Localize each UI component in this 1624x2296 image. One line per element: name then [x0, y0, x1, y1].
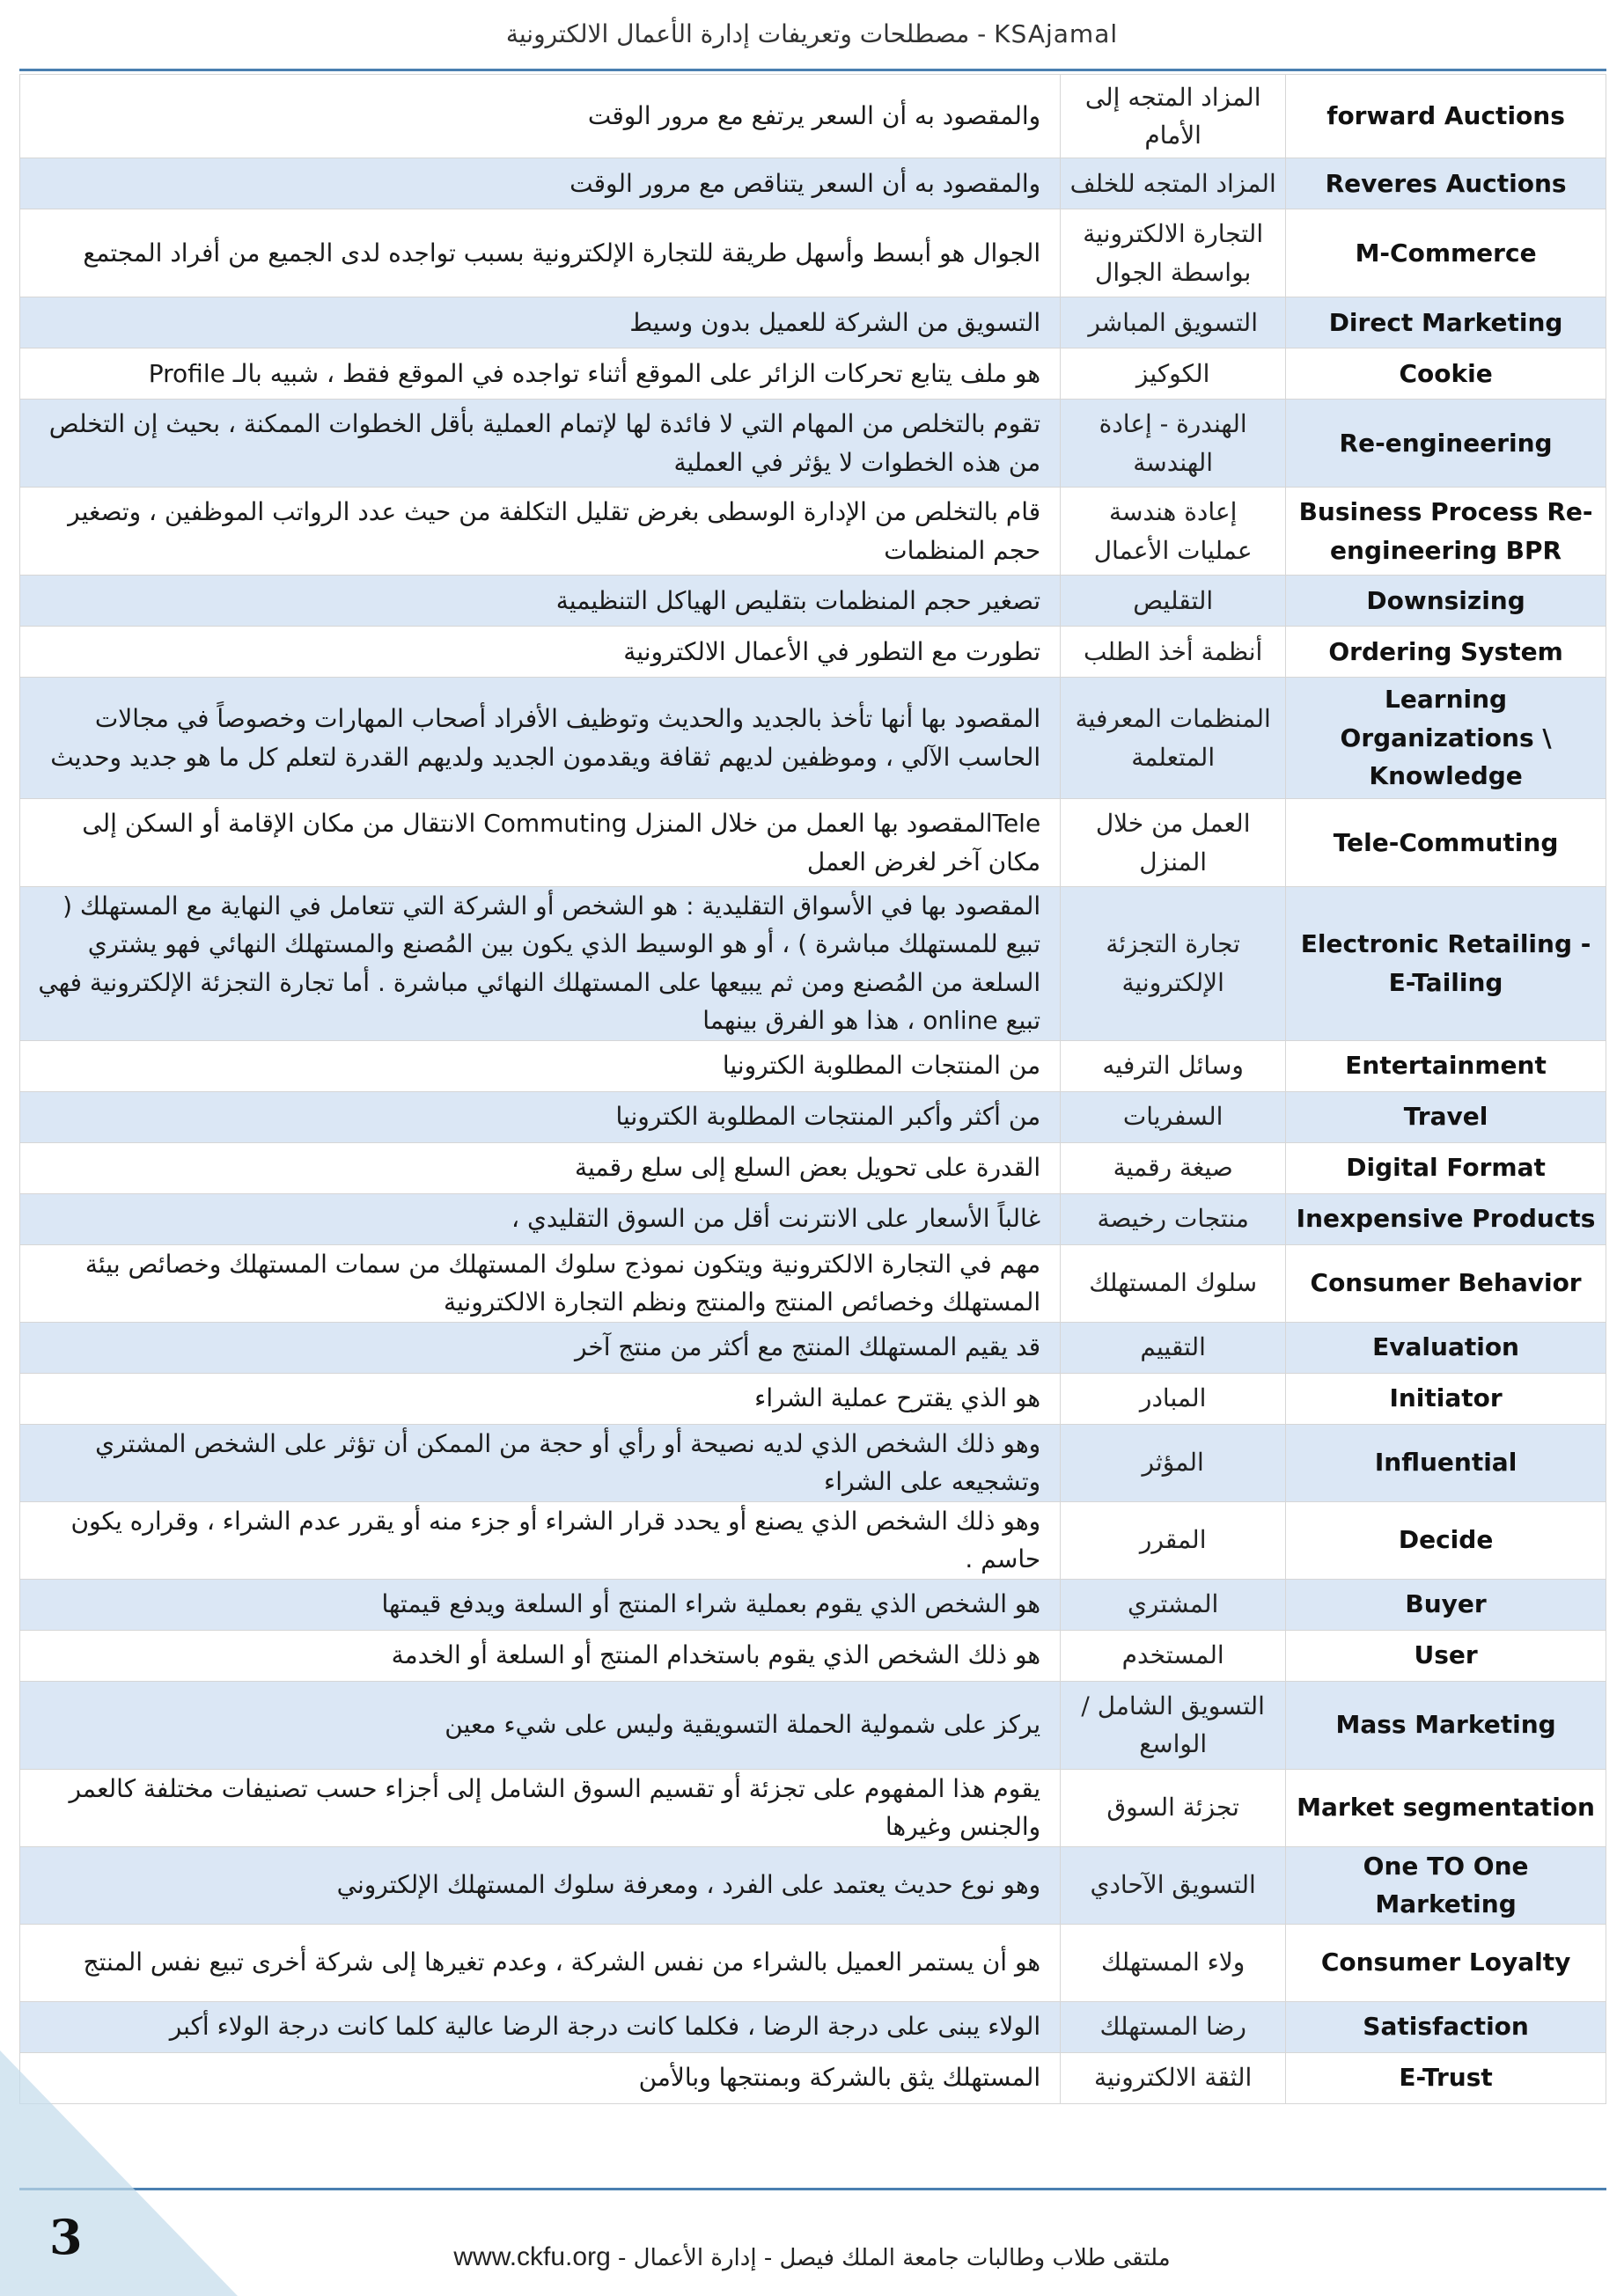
glossary-row: [20, 1630, 1606, 1681]
arabic-term-cell: رضا المستهلك: [1061, 2001, 1286, 2052]
definition-cell: مهم في التجارة الالكترونية ويتكون نموذج سلوك المستهلك من سمات المستهلك وخصائص بيئة المستهلك وخصائص المنتج والمنتج ونظم التجارة الالكترونية: [20, 1244, 1061, 1322]
glossary-row: [20, 1322, 1606, 1373]
english-term-cell: Business Process Re-engineering BPR: [1286, 488, 1606, 576]
english-term-cell: Entertainment: [1286, 1040, 1606, 1091]
definition-cell: القدرة على تحويل بعض السلع إلى سلع رقمية: [20, 1142, 1061, 1193]
arabic-term-cell: أنظمة أخذ الطلب: [1061, 627, 1286, 678]
definition-cell: هو الذي يقترح عملية الشراء: [20, 1373, 1061, 1424]
footer-site-link[interactable]: www.ckfu.org: [453, 2242, 611, 2271]
english-term-cell: Initiator: [1286, 1373, 1606, 1424]
english-term-cell: Consumer Loyalty: [1286, 1924, 1606, 2001]
english-term-cell: Consumer Behavior: [1286, 1244, 1606, 1322]
arabic-term-cell: الكوكيز: [1061, 348, 1286, 400]
arabic-term-cell: التسويق الآحادي: [1061, 1846, 1286, 1924]
page-number: 3: [49, 2209, 83, 2265]
english-term-cell: Travel: [1286, 1091, 1606, 1142]
glossary-row: [20, 2052, 1606, 2103]
arabic-term-cell: المزاد المتجه إلى الأمام: [1061, 75, 1286, 158]
arabic-term-cell: المؤثر: [1061, 1424, 1286, 1501]
definition-cell: قام بالتخلص من الإدارة الوسطى بغرض تقليل التكلفة من حيث عدد الرواتب الموظفين ، وتصغير حجم المنظمات: [20, 488, 1061, 576]
glossary-row: [20, 1091, 1606, 1142]
english-term-cell: Direct Marketing: [1286, 297, 1606, 348]
english-term-cell: Tele-Commuting: [1286, 799, 1606, 887]
english-term-cell: Reveres Auctions: [1286, 158, 1606, 209]
english-term-cell: Decide: [1286, 1501, 1606, 1579]
definition-cell: تقوم بالتخلص من المهام التي لا فائدة لها لإتمام العملية بأقل الخطوات الممكنة ، بحيث إن التخلص من هذه الخطوات لا يؤثر في العملية: [20, 400, 1061, 488]
glossary-row: [20, 1424, 1606, 1501]
glossary-row: [20, 1769, 1606, 1846]
arabic-term-cell: تجزئة السوق: [1061, 1769, 1286, 1846]
definition-cell: من المنتجات المطلوبة الكترونيا: [20, 1040, 1061, 1091]
header-divider: [19, 69, 1606, 71]
glossary-row: [20, 678, 1606, 799]
glossary-row: [20, 1681, 1606, 1769]
english-term-cell: forward Auctions: [1286, 75, 1606, 158]
english-term-cell: Buyer: [1286, 1579, 1606, 1630]
glossary-row: [20, 627, 1606, 678]
definition-cell: المقصود بها أنها تأخذ بالجديد والحديث وتوظيف الأفراد أصحاب المهارات وخصوصاً في مجالات الحاسب الآلي ، وموظفين لديهم ثقافة ويقدمون الجديد ولديهم القدرة لتعلم كل ما هو جديد وحديث: [20, 678, 1061, 799]
arabic-term-cell: الثقة الالكترونية: [1061, 2052, 1286, 2103]
definition-cell: غالباً الأسعار على الانترنت أقل من السوق التقليدي ،: [20, 1193, 1061, 1244]
glossary-row: [20, 1373, 1606, 1424]
glossary-row: [20, 576, 1606, 627]
definition-cell: Teleالمقصود بها العمل من خلال المنزل Commuting الانتقال من مكان الإقامة أو السكن إلى مكان آخر لغرض العمل: [20, 799, 1061, 887]
arabic-term-cell: سلوك المستهلك: [1061, 1244, 1286, 1322]
arabic-term-cell: المزاد المتجه للخلف: [1061, 158, 1286, 209]
arabic-term-cell: منتجات رخيصة: [1061, 1193, 1286, 1244]
english-term-cell: E-Trust: [1286, 2052, 1606, 2103]
english-term-cell: Digital Format: [1286, 1142, 1606, 1193]
english-term-cell: Electronic Retailing - E-Tailing: [1286, 887, 1606, 1041]
glossary-row: [20, 1846, 1606, 1924]
glossary-row: [20, 1193, 1606, 1244]
english-term-cell: Evaluation: [1286, 1322, 1606, 1373]
definition-cell: تصغير حجم المنظمات بتقليص الهياكل التنظيمية: [20, 576, 1061, 627]
glossary-row: [20, 799, 1606, 887]
arabic-term-cell: التسويق الشامل / الواسع: [1061, 1681, 1286, 1769]
arabic-term-cell: التقليص: [1061, 576, 1286, 627]
definition-cell: المقصود بها في الأسواق التقليدية : هو الشخص أو الشركة التي تتعامل في النهاية مع المستهلك ( تبيع للمستهلك مباشرة ) ، أو هو الوسيط الذي يكون بين المُصنع والمستهلك النهائي فهو يشتري السلعة من المُصنع ومن ثم يبيعها على المستهلك النهائي مباشرة . أما تجارة التجزئة الإلكترونية فهي تبيع online ، هذا هو الفرق بينهما: [20, 887, 1061, 1041]
definition-cell: والمقصود به أن السعر يتناقص مع مرور الوقت: [20, 158, 1061, 209]
glossary-row: [20, 209, 1606, 297]
definition-cell: وهو ذلك الشخص الذي لديه نصيحة أو رأي أو حجة من الممكن أن تؤثر على الشخص المشتري وتشجيعه على الشراء: [20, 1424, 1061, 1501]
arabic-term-cell: المقرر: [1061, 1501, 1286, 1579]
english-term-cell: User: [1286, 1630, 1606, 1681]
glossary-row: [20, 1579, 1606, 1630]
arabic-term-cell: الهندرة - إعادة الهندسة: [1061, 400, 1286, 488]
footer-divider: [19, 2188, 1606, 2190]
definition-cell: وهو ذلك الشخص الذي يصنع أو يحدد قرار الشراء أو جزء منه أو يقرر عدم الشراء ، وقراره يكون حاسم .: [20, 1501, 1061, 1579]
english-term-cell: Learning Organizations \ Knowledge: [1286, 678, 1606, 799]
glossary-table-body: [20, 75, 1606, 2104]
arabic-term-cell: السفريات: [1061, 1091, 1286, 1142]
english-term-cell: Influential: [1286, 1424, 1606, 1501]
footer-caption: - ملتقى طلاب وطالبات جامعة الملك فيصل - إدارة الأعمال: [610, 2245, 1171, 2271]
glossary-row: [20, 348, 1606, 400]
arabic-term-cell: المشتري: [1061, 1579, 1286, 1630]
glossary-row: [20, 75, 1606, 158]
definition-cell: الجوال هو أبسط وأسهل طريقة للتجارة الإلكترونية بسبب تواجده لدى الجميع من أفراد المجتمع: [20, 209, 1061, 297]
definition-cell: يقوم هذا المفهوم على تجزئة أو تقسيم السوق الشامل إلى أجزاء حسب تصنيفات مختلفة كالعمر والجنس وغيرها: [20, 1769, 1061, 1846]
glossary-row: [20, 1040, 1606, 1091]
arabic-term-cell: إعادة هندسة عمليات الأعمال: [1061, 488, 1286, 576]
arabic-term-cell: المنظمات المعرفية المتعلمة: [1061, 678, 1286, 799]
definition-cell: قد يقيم المستهلك المنتج مع أكثر من منتج آخر: [20, 1322, 1061, 1373]
glossary-row: [20, 2001, 1606, 2052]
english-term-cell: Downsizing: [1286, 576, 1606, 627]
glossary-row: [20, 887, 1606, 1041]
english-term-cell: One TO One Marketing: [1286, 1846, 1606, 1924]
definition-cell: الولاء يبنى على درجة الرضا ، فكلما كانت درجة الرضا عالية كلما كانت درجة الولاء أكبر: [20, 2001, 1061, 2052]
glossary-row: [20, 1142, 1606, 1193]
arabic-term-cell: تجارة التجزئة الإلكترونية: [1061, 887, 1286, 1041]
arabic-term-cell: التسويق المباشر: [1061, 297, 1286, 348]
arabic-term-cell: وسائل الترفيه: [1061, 1040, 1286, 1091]
english-term-cell: Ordering System: [1286, 627, 1606, 678]
arabic-term-cell: العمل من خلال المنزل: [1061, 799, 1286, 887]
arabic-term-cell: ولاء المستهلك: [1061, 1924, 1286, 2001]
english-term-cell: Inexpensive Products: [1286, 1193, 1606, 1244]
glossary-row: [20, 488, 1606, 576]
arabic-term-cell: التجارة الالكترونية بواسطة الجوال: [1061, 209, 1286, 297]
glossary-row: [20, 400, 1606, 488]
glossary-table-container: [19, 74, 1606, 2104]
definition-cell: من أكثر وأكبر المنتجات المطلوبة الكترونيا: [20, 1091, 1061, 1142]
arabic-term-cell: صيغة رقمية: [1061, 1142, 1286, 1193]
english-term-cell: Cookie: [1286, 348, 1606, 400]
english-term-cell: Market segmentation: [1286, 1769, 1606, 1846]
english-term-cell: Satisfaction: [1286, 2001, 1606, 2052]
definition-cell: هو ذلك الشخص الذي يقوم باستخدام المنتج أو السلعة أو الخدمة: [20, 1630, 1061, 1681]
glossary-row: [20, 1244, 1606, 1322]
definition-cell: يركز على شمولية الحملة التسويقية وليس على شيء معين: [20, 1681, 1061, 1769]
definition-cell: التسويق من الشركة للعميل بدون وسيط: [20, 297, 1061, 348]
glossary-table: [19, 74, 1606, 2104]
english-term-cell: Re-engineering: [1286, 400, 1606, 488]
definition-cell: هو ملف يتابع تحركات الزائر على الموقع أثناء تواجده في الموقع فقط ، شبيه بالـ Profile: [20, 348, 1061, 400]
definition-cell: تطورت مع التطور في الأعمال الالكترونية: [20, 627, 1061, 678]
english-term-cell: Mass Marketing: [1286, 1681, 1606, 1769]
page-header: مصطلحات وتعريفات إدارة الأعمال الالكترونية - KSAjamal: [505, 19, 1119, 48]
glossary-row: [20, 1501, 1606, 1579]
glossary-row: [20, 1924, 1606, 2001]
definition-cell: والمقصود به أن السعر يرتفع مع مرور الوقت: [20, 75, 1061, 158]
glossary-row: [20, 158, 1606, 209]
definition-cell: المستهلك يثق بالشركة وبمنتجها وبالأمن: [20, 2052, 1061, 2103]
footer-text: [0, 2242, 1624, 2272]
glossary-row: [20, 297, 1606, 348]
arabic-term-cell: المبادر: [1061, 1373, 1286, 1424]
arabic-term-cell: التقييم: [1061, 1322, 1286, 1373]
definition-cell: وهو نوع حديث يعتمد على الفرد ، ومعرفة سلوك المستهلك الإلكتروني: [20, 1846, 1061, 1924]
arabic-term-cell: المستخدم: [1061, 1630, 1286, 1681]
definition-cell: هو الشخص الذي يقوم بعملية شراء المنتج أو السلعة ويدفع قيمتها: [20, 1579, 1061, 1630]
english-term-cell: M-Commerce: [1286, 209, 1606, 297]
definition-cell: هو أن يستمر العميل بالشراء من نفس الشركة ، وعدم تغيرها إلى شركة أخرى تبيع نفس المنتج: [20, 1924, 1061, 2001]
